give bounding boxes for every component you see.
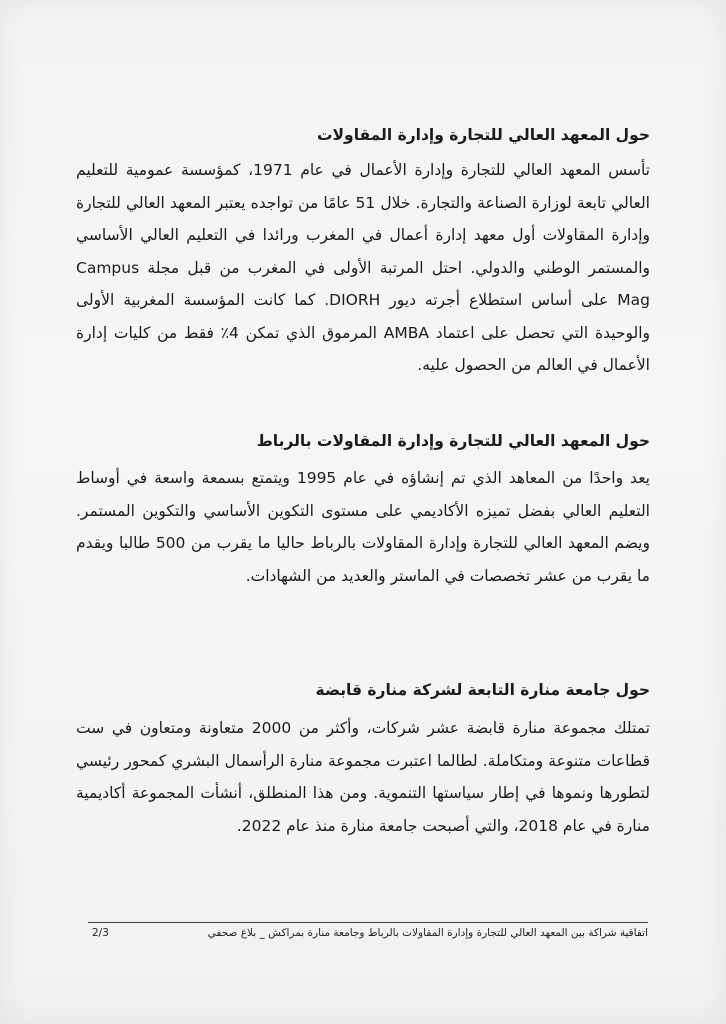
section-paragraph: تأسس المعهد العالي للتجارة وإدارة الأعمال في عام 1971، كمؤسسة عمومية للتعليم العالي تابعة لوزارة الصناعة والتجارة. خلال 51 عامًا من تواجده يعتبر المعهد العالي للتجارة وإدارة المقاولات أول معهد إدارة أعمال في المغرب ورائدا في التعليم العالي الأساسي والمستمر الوطني والدولي. احتل المرتبة الأولى في المغرب من قبل مجلة Campus Mag على أساس استطلاع أجرته ديور DIORH. كما كانت المؤسسة المغربية الأولى والوحيدة التي تحصل على اعتماد AMBA المرموق الذي تمكن 4٪ فقط من كليات إدارة الأعمال في العالم من الحصول عليه. bbox=[76, 161, 650, 374]
section-heading: حول المعهد العالي للتجارة وإدارة المقاولات بالرباط bbox=[256, 432, 650, 450]
section-paragraph: يعد واحدًا من المعاهد الذي تم إنشاؤه في عام 1995 ويتمتع بسمعة واسعة في أوساط التعليم العالي بفضل تميزه الأكاديمي على مستوى التكوين الأساسي والتكوين المستمر. ويضم المعهد العالي للتجارة وإدارة المقاولات بالرباط حاليا ما يقرب من 500 طالبا ويقدم ما يقرب من عشر تخصصات في الماستر والعديد من الشهادات. bbox=[76, 469, 650, 585]
section-heading: حول جامعة منارة التابعة لشركة منارة قابضة bbox=[315, 681, 650, 699]
section-paragraph: تمتلك مجموعة منارة قابضة عشر شركات، وأكثر من 2000 متعاونة ومتعاون في ست قطاعات متنوعة ومتكاملة. لطالما اعتبرت مجموعة منارة الرأسمال البشري كمحور رئيسي لتطورها ونموها في إطار سياستها التنموية. ومن هذا المنطلق، أنشأت المجموعة أكاديمية منارة في عام 2018، والتي أصبحت جامعة منارة منذ عام 2022. bbox=[76, 719, 650, 835]
page-number: 2/3 bbox=[92, 927, 109, 939]
footer-divider bbox=[88, 922, 648, 923]
footer-text: اتفاقية شراكة بين المعهد العالي للتجارة وإدارة المقاولات بالرباط وجامعة منارة بمراكش _ بلاغ صحفي bbox=[207, 927, 648, 939]
section-heading: حول المعهد العالي للتجارة وإدارة المقاولات bbox=[316, 126, 650, 144]
